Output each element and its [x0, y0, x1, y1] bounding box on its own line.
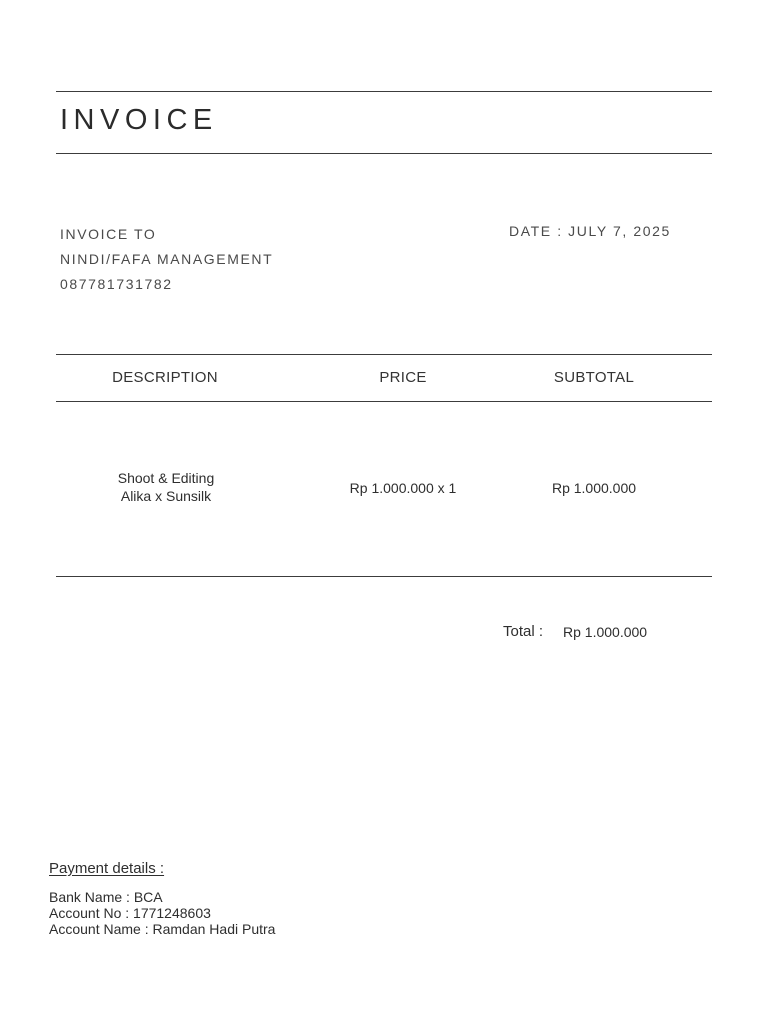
item-description-line: Alika x Sunsilk [120, 488, 212, 504]
table-header-top-rule [56, 354, 712, 355]
client-phone: 087781731782 [60, 276, 173, 292]
invoice-date: DATE : JULY 7, 2025 [509, 223, 671, 239]
payment-details-title: Payment details : [49, 860, 165, 877]
payment-details-block [49, 889, 275, 937]
table-header-bottom-rule [56, 401, 712, 402]
account-name: Account Name : Ramdan Hadi Putra [49, 921, 276, 937]
bill-to-block [60, 222, 273, 297]
invoice-title: INVOICE [60, 104, 218, 136]
column-header-subtotal: SUBTOTAL [553, 369, 635, 386]
column-header-price: PRICE [379, 369, 427, 386]
client-name: NINDI/FAFA MANAGEMENT [60, 251, 274, 267]
bank-name: Bank Name : BCA [49, 889, 163, 905]
item-subtotal: Rp 1.000.000 [551, 480, 637, 496]
item-description [68, 469, 264, 505]
title-bottom-rule [56, 153, 712, 154]
total-label: Total : [503, 623, 544, 640]
bill-to-heading: INVOICE TO [60, 226, 157, 242]
item-description-line: Shoot & Editing [117, 470, 215, 486]
account-number: Account No : 1771248603 [49, 905, 211, 921]
total-value: Rp 1.000.000 [563, 624, 648, 640]
item-price: Rp 1.000.000 x 1 [349, 480, 457, 496]
table-bottom-rule [56, 576, 712, 577]
title-top-rule [56, 91, 712, 92]
column-header-description: DESCRIPTION [112, 369, 218, 386]
